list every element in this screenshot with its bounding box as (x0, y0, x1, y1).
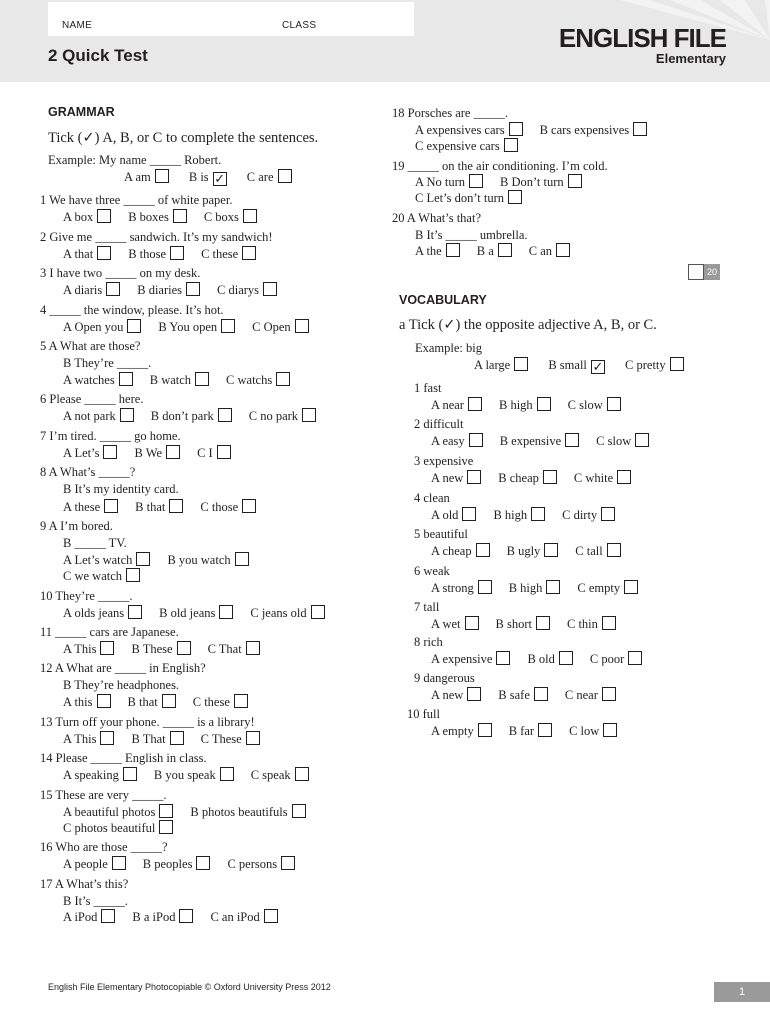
checkbox[interactable] (633, 122, 647, 136)
options-19-c: C Let’s don’t turn (415, 190, 525, 206)
checkbox[interactable] (186, 282, 200, 296)
vocab-question-5: 5 beautiful (414, 527, 468, 541)
vocab-options-3: A new B cheap C white (431, 470, 634, 486)
checkbox[interactable] (170, 731, 184, 745)
checkbox[interactable] (97, 209, 111, 223)
options-13: A This B That C These (63, 731, 263, 747)
score-input[interactable] (688, 264, 704, 280)
question-16: 16 Who are those _____? (40, 840, 168, 854)
question-4: 4 _____ the window, please. It’s hot. (40, 303, 224, 317)
checkbox[interactable] (120, 408, 134, 422)
checkbox[interactable] (462, 507, 476, 521)
checkbox[interactable] (173, 209, 187, 223)
question-3: 3 I have two _____ on my desk. (40, 266, 201, 280)
checkbox[interactable] (295, 767, 309, 781)
checkbox[interactable] (101, 909, 115, 923)
checkbox[interactable] (155, 169, 169, 183)
vocab-options-10: A empty B far C low (431, 723, 620, 739)
checkbox[interactable] (534, 687, 548, 701)
vocab-question-7: 7 tall (414, 600, 440, 614)
checkbox[interactable] (278, 169, 292, 183)
checkbox[interactable] (221, 319, 235, 333)
options-9-c: C we watch (63, 568, 143, 584)
options-15-c: C photos beautiful (63, 820, 176, 836)
checkbox[interactable] (264, 909, 278, 923)
options-8: A these B that C those (63, 499, 259, 515)
question-8-line-b: B It’s my identity card. (63, 482, 179, 496)
option-label: C are (246, 170, 274, 184)
checkbox[interactable] (543, 470, 557, 484)
checkbox[interactable] (219, 605, 233, 619)
question-14: 14 Please _____ English in class. (40, 751, 207, 765)
checkbox[interactable] (195, 372, 209, 386)
vocab-example-options: A large B small ✓ C pretty (474, 357, 687, 374)
vocabulary-instruction: a Tick (✓) the opposite adjective A, B, or C. (399, 317, 657, 333)
vocab-options-1: A near B high C slow (431, 397, 624, 413)
checkbox[interactable] (234, 694, 248, 708)
page-number: 1 (714, 982, 770, 1002)
options-4: A Open you B You open C Open (63, 319, 312, 335)
checkbox[interactable] (242, 499, 256, 513)
checkbox[interactable] (617, 470, 631, 484)
question-5-line-b: B They’re _____. (63, 356, 152, 370)
checkbox[interactable] (159, 804, 173, 818)
vocabulary-heading: VOCABULARY (399, 293, 487, 307)
checkbox[interactable] (126, 568, 140, 582)
checkbox[interactable] (128, 605, 142, 619)
vocab-options-9: A new B safe C near (431, 687, 619, 703)
checkbox[interactable] (602, 687, 616, 701)
question-18: 18 Porsches are _____. (392, 106, 508, 120)
checkbox[interactable] (624, 580, 638, 594)
checkbox[interactable] (478, 580, 492, 594)
checkbox[interactable] (246, 731, 260, 745)
checkbox[interactable] (166, 445, 180, 459)
options-2: A that B those C these (63, 246, 259, 262)
options-11: A This B These C That (63, 641, 263, 657)
checkbox[interactable] (246, 641, 260, 655)
checkbox[interactable] (106, 282, 120, 296)
checkbox[interactable] (544, 543, 558, 557)
question-12: 12 A What are _____ in English? (40, 661, 206, 675)
checkbox[interactable] (123, 767, 137, 781)
options-12: A this B that C these (63, 694, 251, 710)
checkbox[interactable] (546, 580, 560, 594)
checkbox[interactable] (276, 372, 290, 386)
checkbox[interactable] (302, 408, 316, 422)
checkbox[interactable] (465, 616, 479, 630)
checkbox[interactable] (136, 552, 150, 566)
checkbox[interactable] (100, 731, 114, 745)
options-7: A Let’s B We C I (63, 445, 234, 461)
checkbox-ticked[interactable]: ✓ (592, 359, 604, 374)
checkbox[interactable] (556, 243, 570, 257)
question-11: 11 _____ cars are Japanese. (40, 625, 179, 639)
checkbox[interactable] (607, 397, 621, 411)
checkbox[interactable] (467, 470, 481, 484)
checkbox[interactable] (170, 246, 184, 260)
checkbox[interactable] (602, 616, 616, 630)
checkbox[interactable] (243, 209, 257, 223)
question-13: 13 Turn off your phone. _____ is a library! (40, 715, 255, 729)
question-9: 9 A I’m bored. (40, 519, 113, 533)
brand-logo (559, 24, 726, 66)
question-17-line-b: B It’s _____. (63, 894, 128, 908)
checkbox[interactable] (295, 319, 309, 333)
checkbox[interactable] (311, 605, 325, 619)
question-9-line-b: B _____ TV. (63, 536, 127, 550)
question-15: 15 These are very _____. (40, 788, 167, 802)
checkbox[interactable] (565, 433, 579, 447)
checkbox[interactable] (169, 499, 183, 513)
question-19: 19 _____ on the air conditioning. I’m cold. (392, 159, 608, 173)
checkbox[interactable] (196, 856, 210, 870)
checkbox-ticked[interactable]: ✓ (214, 171, 226, 186)
vocab-question-1: 1 fast (414, 381, 442, 395)
question-20-line-b: B It’s _____ umbrella. (415, 228, 528, 242)
vocab-options-5: A cheap B ugly C tall (431, 543, 624, 559)
vocab-question-3: 3 expensive (414, 454, 474, 468)
name-label: NAME (62, 20, 93, 31)
checkbox[interactable] (127, 319, 141, 333)
checkbox[interactable] (559, 651, 573, 665)
checkbox[interactable] (476, 543, 490, 557)
grammar-score-box (688, 263, 720, 281)
checkbox[interactable] (537, 397, 551, 411)
checkbox[interactable] (509, 122, 523, 136)
checkbox[interactable] (568, 174, 582, 188)
checkbox[interactable] (607, 543, 621, 557)
vocab-question-6: 6 weak (414, 564, 450, 578)
checkbox[interactable] (628, 651, 642, 665)
checkbox[interactable] (469, 174, 483, 188)
checkbox[interactable] (603, 723, 617, 737)
footer-copyright: English File Elementary Photocopiable © Oxford University Press 2012 (48, 982, 331, 992)
checkbox[interactable] (292, 804, 306, 818)
checkbox[interactable] (162, 694, 176, 708)
checkbox[interactable] (531, 507, 545, 521)
vocab-options-8: A expensive B old C poor (431, 651, 645, 667)
checkbox[interactable] (514, 357, 528, 371)
vocab-question-8: 8 rich (414, 635, 443, 649)
question-20: 20 A What’s that? (392, 211, 481, 225)
brand-level: Elementary (655, 51, 726, 66)
checkbox[interactable] (218, 408, 232, 422)
grammar-instruction: Tick (✓) A, B, or C to complete the sentences. (48, 130, 319, 146)
checkbox[interactable] (97, 246, 111, 260)
checkbox[interactable] (119, 372, 133, 386)
score-total: 20 (704, 264, 720, 280)
options-18: A expensives cars B cars expensives (415, 122, 650, 138)
checkbox[interactable] (159, 820, 173, 834)
checkbox[interactable] (670, 357, 684, 371)
options-10: A olds jeans B old jeans C jeans old (63, 605, 328, 621)
vocab-options-2: A easy B expensive C slow (431, 433, 652, 449)
checkbox[interactable] (112, 856, 126, 870)
option-label: B is (188, 170, 209, 184)
vocab-options-6: A strong B high C empty (431, 580, 641, 596)
checkbox[interactable] (496, 651, 510, 665)
grammar-example-options (124, 169, 295, 186)
question-6: 6 Please _____ here. (40, 392, 144, 406)
checkbox[interactable] (217, 445, 231, 459)
vocab-question-9: 9 dangerous (414, 671, 475, 685)
checkbox[interactable] (468, 397, 482, 411)
options-3: A diaris B diaries C diarys (63, 282, 280, 298)
checkbox[interactable] (508, 190, 522, 204)
vocab-options-7: A wet B short C thin (431, 616, 619, 632)
options-9: A Let’s watch B you watch (63, 552, 252, 568)
checkbox[interactable] (97, 694, 111, 708)
vocab-question-4: 4 clean (414, 491, 450, 505)
question-2: 2 Give me _____ sandwich. It’s my sandwich! (40, 230, 273, 244)
checkbox[interactable] (498, 243, 512, 257)
checkbox[interactable] (504, 138, 518, 152)
options-5: A watches B watch C watchs (63, 372, 293, 388)
brand-name: ENGLISH FILE (558, 23, 726, 53)
vocab-question-10: 10 full (407, 707, 440, 721)
options-17: A iPod B a iPod C an iPod (63, 909, 281, 925)
grammar-heading: GRAMMAR (48, 105, 115, 119)
options-18-c: C expensive cars (415, 138, 521, 154)
test-title: 2 Quick Test (48, 46, 148, 65)
checkbox[interactable] (601, 507, 615, 521)
checkbox[interactable] (538, 723, 552, 737)
checkbox[interactable] (100, 641, 114, 655)
options-1: A box B boxes C boxs (63, 209, 260, 225)
name-class-box[interactable] (48, 2, 414, 36)
vocab-question-2: 2 difficult (414, 417, 464, 431)
checkbox[interactable] (467, 687, 481, 701)
option-label: A am (124, 170, 151, 184)
options-15: A beautiful photos B photos beautifuls (63, 804, 309, 820)
question-8: 8 A What’s _____? (40, 465, 136, 479)
options-6: A not park B don’t park C no park (63, 408, 319, 424)
checkbox[interactable] (469, 433, 483, 447)
checkbox[interactable] (177, 641, 191, 655)
question-12-line-b: B They’re headphones. (63, 678, 180, 692)
checkbox[interactable] (536, 616, 550, 630)
checkbox[interactable] (446, 243, 460, 257)
checkbox[interactable] (478, 723, 492, 737)
checkbox[interactable] (263, 282, 277, 296)
question-1: 1 We have three _____ of white paper. (40, 193, 233, 207)
checkbox[interactable] (281, 856, 295, 870)
grammar-example-question: Example: My name _____ Robert. (48, 153, 222, 167)
checkbox[interactable] (635, 433, 649, 447)
options-20: A the B a C an (415, 243, 573, 259)
checkbox[interactable] (235, 552, 249, 566)
options-14: A speaking B you speak C speak (63, 767, 312, 783)
options-16: A people B peoples C persons (63, 856, 298, 872)
checkbox[interactable] (179, 909, 193, 923)
checkbox[interactable] (104, 499, 118, 513)
vocab-example-question: Example: big (415, 341, 482, 355)
checkbox[interactable] (220, 767, 234, 781)
question-7: 7 I’m tired. _____ go home. (40, 429, 181, 443)
class-label: CLASS (282, 20, 317, 31)
page-header (0, 0, 770, 82)
question-17: 17 A What’s this? (40, 877, 129, 891)
question-10: 10 They’re _____. (40, 589, 133, 603)
checkbox[interactable] (103, 445, 117, 459)
vocab-options-4: A old B high C dirty (431, 507, 618, 523)
question-5: 5 A What are those? (40, 339, 141, 353)
options-19: A No turn B Don’t turn (415, 174, 585, 190)
checkbox[interactable] (242, 246, 256, 260)
